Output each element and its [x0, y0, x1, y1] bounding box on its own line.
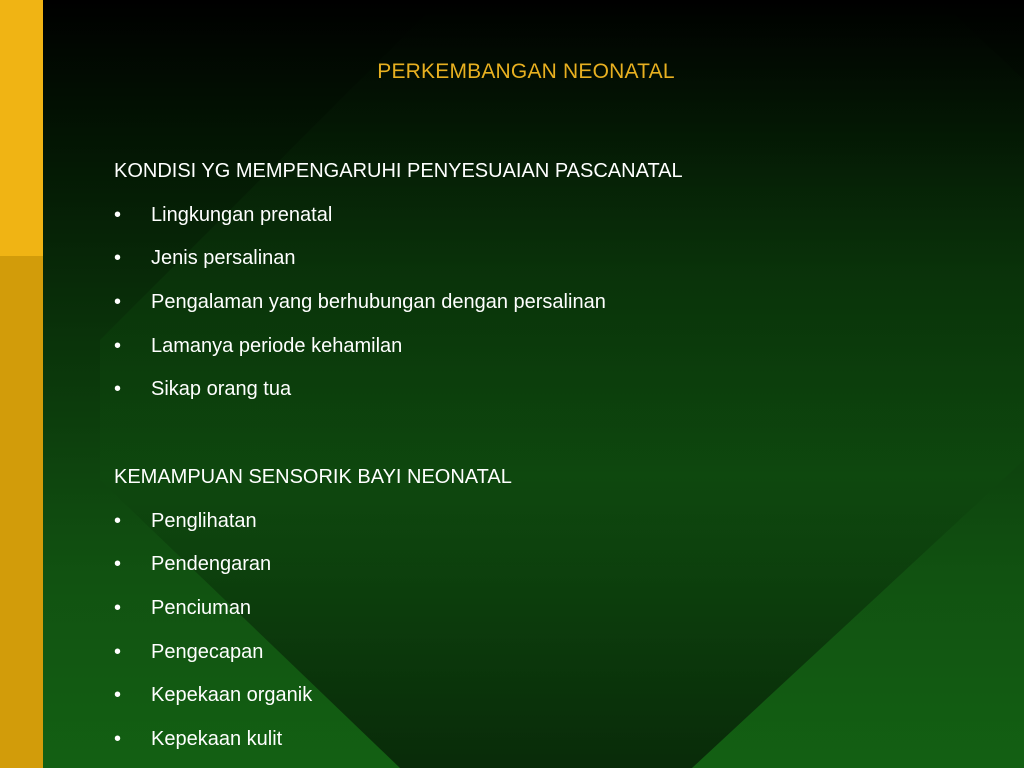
bullet-icon: •: [114, 247, 122, 270]
list-item-label: Pengecapan: [151, 640, 264, 663]
list-item-label: Lingkungan prenatal: [151, 203, 333, 226]
section-spacer: [114, 419, 683, 463]
bullet-icon: •: [114, 553, 122, 576]
list-item-label: Jenis persalinan: [151, 247, 296, 270]
bullet-icon: •: [114, 291, 122, 314]
list-item-label: Pendengaran: [151, 553, 272, 576]
list-item: [114, 288, 683, 332]
sidebar-accent-bottom: [0, 256, 43, 768]
list-item: [114, 681, 683, 725]
bullet-icon: •: [114, 596, 122, 619]
bullet-icon: •: [114, 640, 122, 663]
sidebar-accent-top: [0, 0, 43, 256]
list-item: [114, 375, 683, 419]
list-item-label: Penglihatan: [151, 509, 257, 532]
list-item: [114, 550, 683, 594]
list-item: [114, 638, 683, 682]
section-heading: KEMAMPUAN SENSORIK BAYI NEONATAL: [114, 465, 512, 488]
bullet-icon: •: [114, 727, 122, 750]
list-item: [114, 332, 683, 376]
slide-title: PERKEMBANGAN NEONATAL: [377, 60, 675, 83]
list-item-label: Sikap orang tua: [151, 378, 292, 401]
bullet-icon: •: [114, 334, 122, 357]
list-item-label: Lamanya periode kehamilan: [151, 334, 403, 357]
bullet-icon: •: [114, 684, 122, 707]
list-item-label: Pengalaman yang berhubungan dengan persalinan: [151, 291, 606, 314]
list-item-label: Kepekaan kulit: [151, 727, 283, 750]
bullet-icon: •: [114, 203, 122, 226]
list-item: [114, 244, 683, 288]
section-heading: KONDISI YG MEMPENGARUHI PENYESUAIAN PASCANATAL: [114, 160, 683, 182]
list-item-label: Penciuman: [151, 596, 252, 619]
list-item: [114, 507, 683, 551]
list-item: [114, 725, 683, 768]
list-item-label: Kepekaan organik: [151, 684, 313, 707]
bullet-icon: •: [114, 509, 122, 532]
bullet-icon: •: [114, 378, 122, 401]
list-item: [114, 594, 683, 638]
list-item: [114, 201, 683, 245]
slide-content: [114, 157, 683, 768]
